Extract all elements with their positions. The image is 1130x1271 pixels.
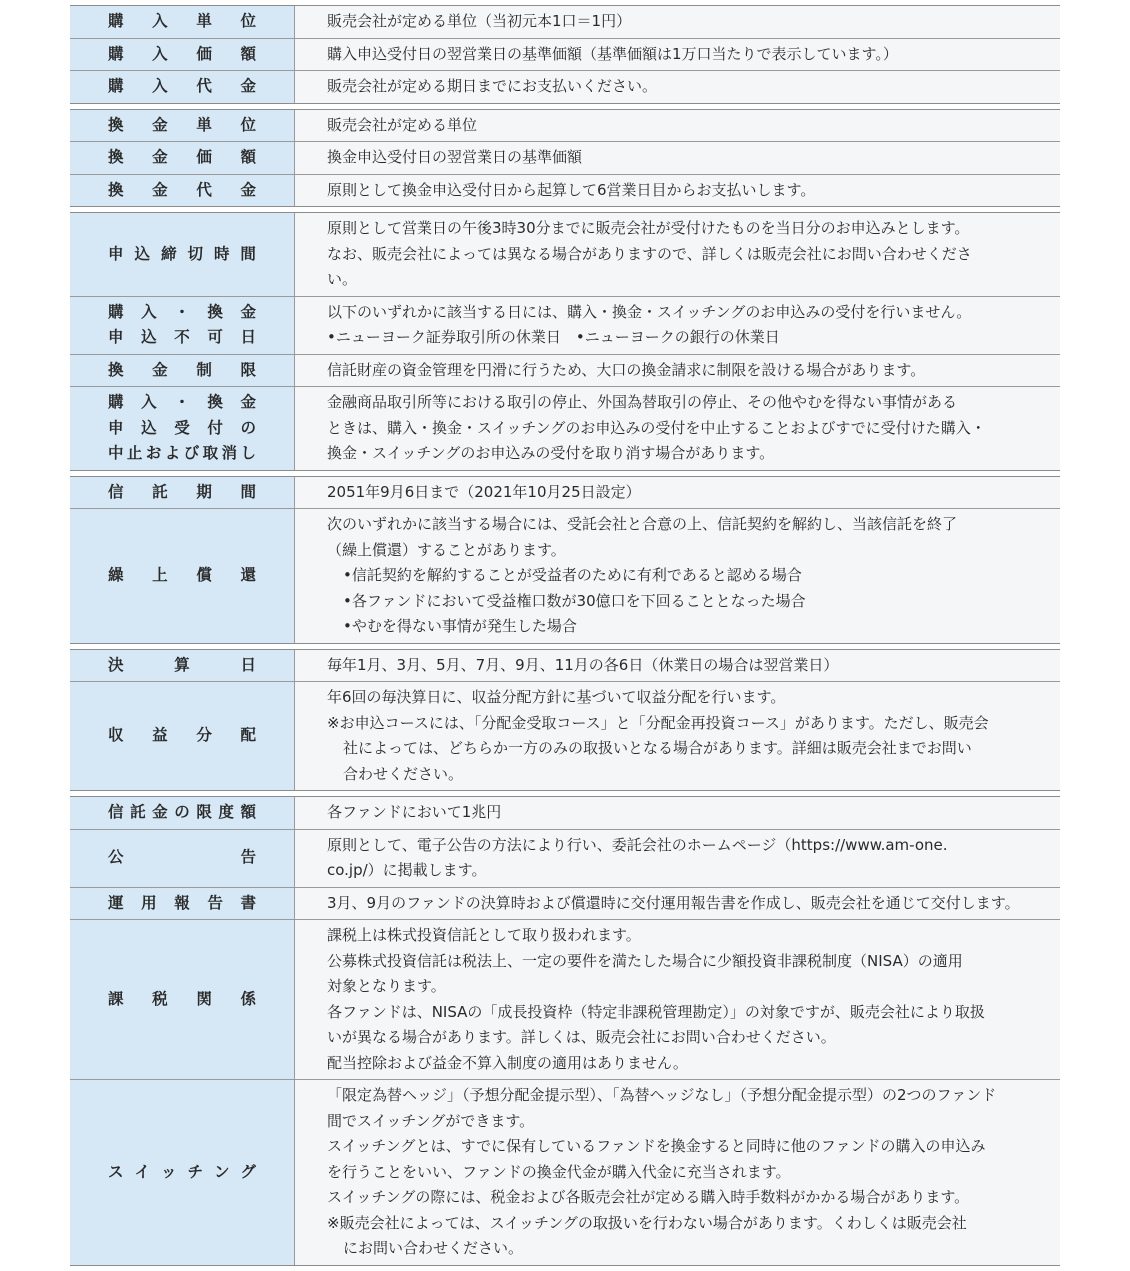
- row-label-line: ス イ ッ チ ン グ: [108, 1162, 256, 1181]
- row-value-line: 原則として営業日の午後3時30分までに販売会社が受付けたものを当日分のお申込みとします。: [327, 219, 970, 237]
- row-value-line: 原則として換金申込受付日から起算して6営業日目からお支払いします。: [327, 180, 816, 199]
- table-row: [70, 829, 1060, 887]
- table-row: [70, 919, 1060, 1079]
- row-label: [70, 175, 295, 207]
- row-value-line: い。: [327, 270, 358, 288]
- row-value-line: 2051年9月6日まで（2021年10月25日設定）: [327, 482, 641, 501]
- row-value-line: 販売会社が定める単位（当初元本1口＝1円）: [327, 12, 632, 30]
- table-row: [70, 650, 1060, 682]
- row-label: [70, 1080, 295, 1265]
- row-label: [70, 142, 295, 174]
- row-label: [70, 71, 295, 103]
- row-value-line: なお、販売会社によっては異なる場合がありますので、詳しくは販売会社にお問い合わせくださ: [327, 244, 972, 263]
- row-value: [295, 797, 1060, 829]
- row-label: [70, 387, 295, 470]
- row-value-line: ※販売会社によっては、スイッチングの取扱いを行わない場合があります。くわしくは販売会社: [327, 1213, 967, 1232]
- row-label-line: 決 算 日: [108, 655, 256, 674]
- table-row: [70, 681, 1060, 790]
- row-value-line: 販売会社が定める期日までにお支払いください。: [327, 77, 658, 95]
- row-value-line: 換金申込受付日の翌営業日の基準価額: [327, 148, 583, 166]
- row-value: [295, 142, 1060, 174]
- row-value-line: •各ファンドにおいて受益権口数が30億口を下回ることとなった場合: [343, 591, 806, 610]
- row-label: [70, 477, 295, 509]
- table-group: [70, 109, 1060, 208]
- table-row: [70, 797, 1060, 829]
- row-value-line: （繰上償還）することがあります。: [327, 540, 566, 559]
- table-group: [70, 649, 1060, 792]
- row-label: [70, 6, 295, 38]
- table-row: [70, 174, 1060, 207]
- row-label: [70, 830, 295, 887]
- row-value: [295, 509, 1060, 643]
- table-row: [70, 6, 1060, 38]
- row-value: [295, 175, 1060, 207]
- row-value: [295, 830, 1060, 887]
- row-value-line: 次のいずれかに該当する場合には、受託会社と合意の上、信託契約を解約し、当該信託を終了: [327, 515, 958, 533]
- row-value: [295, 6, 1060, 38]
- fund-terms-table: [70, 5, 1060, 1271]
- row-value-line: 「限定為替ヘッジ」（予想分配金提示型）、「為替ヘッジなし」（予想分配金提示型）の2つのファンド: [327, 1086, 997, 1104]
- row-label-line: 信 託 期 間: [108, 482, 256, 501]
- row-value-line: 原則として、電子公告の方法により行い、委託会社のホームページ（https://www.am-one.: [327, 835, 948, 854]
- row-value-line: いが異なる場合があります。詳しくは、販売会社にお問い合わせください。: [327, 1028, 836, 1046]
- row-value-line: 金融商品取引所等における取引の停止、外国為替取引の停止、その他やむを得ない事情がある: [327, 393, 958, 411]
- row-value-line: 販売会社が定める単位: [327, 115, 478, 134]
- table-group: [70, 796, 1060, 1266]
- row-label: [70, 213, 295, 296]
- row-value: [295, 387, 1060, 470]
- row-label-line: 換 金 単 位: [108, 115, 256, 134]
- row-value: [295, 477, 1060, 509]
- row-value: [295, 39, 1060, 71]
- row-value: [295, 888, 1060, 920]
- table-group: [70, 476, 1060, 644]
- table-row: [70, 110, 1060, 142]
- row-value: [295, 920, 1060, 1079]
- row-value-line: 課税上は株式投資信託として取り扱われます。: [327, 926, 641, 944]
- table-row: [70, 213, 1060, 296]
- row-value-line: 購入申込受付日の翌営業日の基準価額（基準価額は1万口当たりで表示しています。）: [327, 44, 898, 63]
- row-value: [295, 355, 1060, 387]
- table-row: [70, 887, 1060, 920]
- row-label-line: 申 込 受 付 の: [108, 418, 256, 437]
- row-value-line: 対象となります。: [327, 977, 446, 995]
- row-value: [295, 110, 1060, 142]
- row-label: [70, 650, 295, 682]
- row-label-line: 信 託 金 の 限 度 額: [108, 803, 256, 821]
- row-label: [70, 297, 295, 354]
- row-value-line: •信託契約を解約することが受益者のために有利であると認める場合: [343, 566, 802, 584]
- row-value-line: 以下のいずれかに該当する日には、購入・換金・スイッチングのお申込みの受付を行いません。: [327, 302, 972, 321]
- row-label-line: 課 税 関 係: [108, 989, 256, 1008]
- table-row: [70, 70, 1060, 103]
- row-value-line: スイッチングとは、すでに保有しているファンドを換金すると同時に他のファンドの購入の申込み: [327, 1137, 986, 1155]
- row-value-line: 合わせください。: [343, 764, 464, 783]
- row-value-line: 信託財産の資金管理を円滑に行うため、大口の換金請求に制限を設ける場合があります。: [327, 360, 926, 379]
- row-label-line: 購 入 代 金: [108, 77, 256, 95]
- row-label: [70, 888, 295, 920]
- row-value-line: 3月、9月のファンドの決算時および償還時に交付運用報告書を作成し、販売会社を通じて交付します。: [327, 893, 1020, 912]
- table-row: [70, 477, 1060, 509]
- row-value: [295, 297, 1060, 354]
- row-label-line: 購 入 ・ 換 金: [108, 302, 256, 321]
- table-group: [70, 212, 1060, 471]
- row-value-line: にお問い合わせください。: [343, 1239, 524, 1257]
- row-value-line: 毎年1月、3月、5月、7月、9月、11月の各6日（休業日の場合は翌営業日）: [327, 655, 839, 674]
- table-row: [70, 38, 1060, 71]
- row-label-line: 換 金 制 限: [108, 360, 256, 379]
- table-row: [70, 296, 1060, 354]
- row-value-line: •ニューヨーク証券取引所の休業日 •ニューヨークの銀行の休業日: [327, 328, 780, 346]
- row-value: [295, 682, 1060, 790]
- row-label-line: 公 告: [108, 848, 256, 867]
- row-label-line: 繰 上 償 還: [108, 566, 256, 584]
- row-label-line: 申 込 不 可 日: [108, 328, 256, 346]
- row-value-line: を行うことをいい、ファンドの換金代金が購入代金に充当されます。: [327, 1162, 791, 1181]
- row-label: [70, 39, 295, 71]
- row-label-line: 運 用 報 告 書: [108, 893, 256, 912]
- row-value-line: 各ファンドにおいて1兆円: [327, 803, 502, 821]
- row-label-line: 購 入 単 位: [108, 12, 256, 30]
- row-label: [70, 920, 295, 1079]
- row-value-line: 公募株式投資信託は税法上、一定の要件を満たした場合に少額投資非課税制度（NISA）の適用: [327, 951, 963, 970]
- table-row: [70, 141, 1060, 174]
- row-value-line: 間でスイッチングができます。: [327, 1111, 535, 1130]
- row-label-line: 申 込 締 切 時 間: [108, 244, 256, 263]
- row-value-line: 各ファンドは、NISAの「成長投資枠（特定非課税管理勘定）」の対象ですが、販売会社により取扱: [327, 1002, 985, 1021]
- row-value-line: •やむを得ない事情が発生した場合: [343, 617, 577, 635]
- row-value-line: ときは、購入・換金・スイッチングのお申込みの受付を中止することおよびすでに受付けた購入・: [327, 418, 986, 437]
- row-label: [70, 355, 295, 387]
- row-value-line: 換金・スイッチングのお申込みの受付を取り消す場合があります。: [327, 444, 775, 462]
- row-value-line: 配当控除および益金不算入制度の適用はありません。: [327, 1053, 688, 1072]
- row-value: [295, 650, 1060, 682]
- table-row: [70, 354, 1060, 387]
- row-label-line: 購 入 ・ 換 金: [108, 393, 256, 411]
- row-label: [70, 110, 295, 142]
- row-value-line: 社によっては、どちらか一方のみの取扱いとなる場合があります。詳細は販売会社までお問い: [343, 739, 972, 757]
- row-label: [70, 509, 295, 643]
- table-row: [70, 386, 1060, 470]
- table-row: [70, 1079, 1060, 1265]
- table-row: [70, 508, 1060, 643]
- row-value: [295, 71, 1060, 103]
- table-group: [70, 5, 1060, 104]
- row-value-line: ※お申込コースには、「分配金受取コース」と「分配金再投資コース」があります。ただし、販売会: [327, 713, 989, 732]
- row-label-line: 中 止 お よ び 取 消 し: [108, 444, 256, 462]
- row-value-line: スイッチングの際には、税金および各販売会社が定める購入時手数料がかかる場合があります。: [327, 1188, 970, 1206]
- row-label-line: 購 入 価 額: [108, 44, 256, 63]
- row-label-line: 換 金 代 金: [108, 180, 256, 199]
- row-value-line: 年6回の毎決算日に、収益分配方針に基づいて収益分配を行います。: [327, 688, 786, 706]
- row-label: [70, 682, 295, 790]
- row-value-line: co.jp/）に掲載します。: [327, 861, 487, 879]
- row-label: [70, 797, 295, 829]
- row-value: [295, 1080, 1060, 1265]
- row-label-line: 収 益 分 配: [108, 726, 256, 745]
- row-value: [295, 213, 1060, 296]
- row-label-line: 換 金 価 額: [108, 148, 256, 166]
